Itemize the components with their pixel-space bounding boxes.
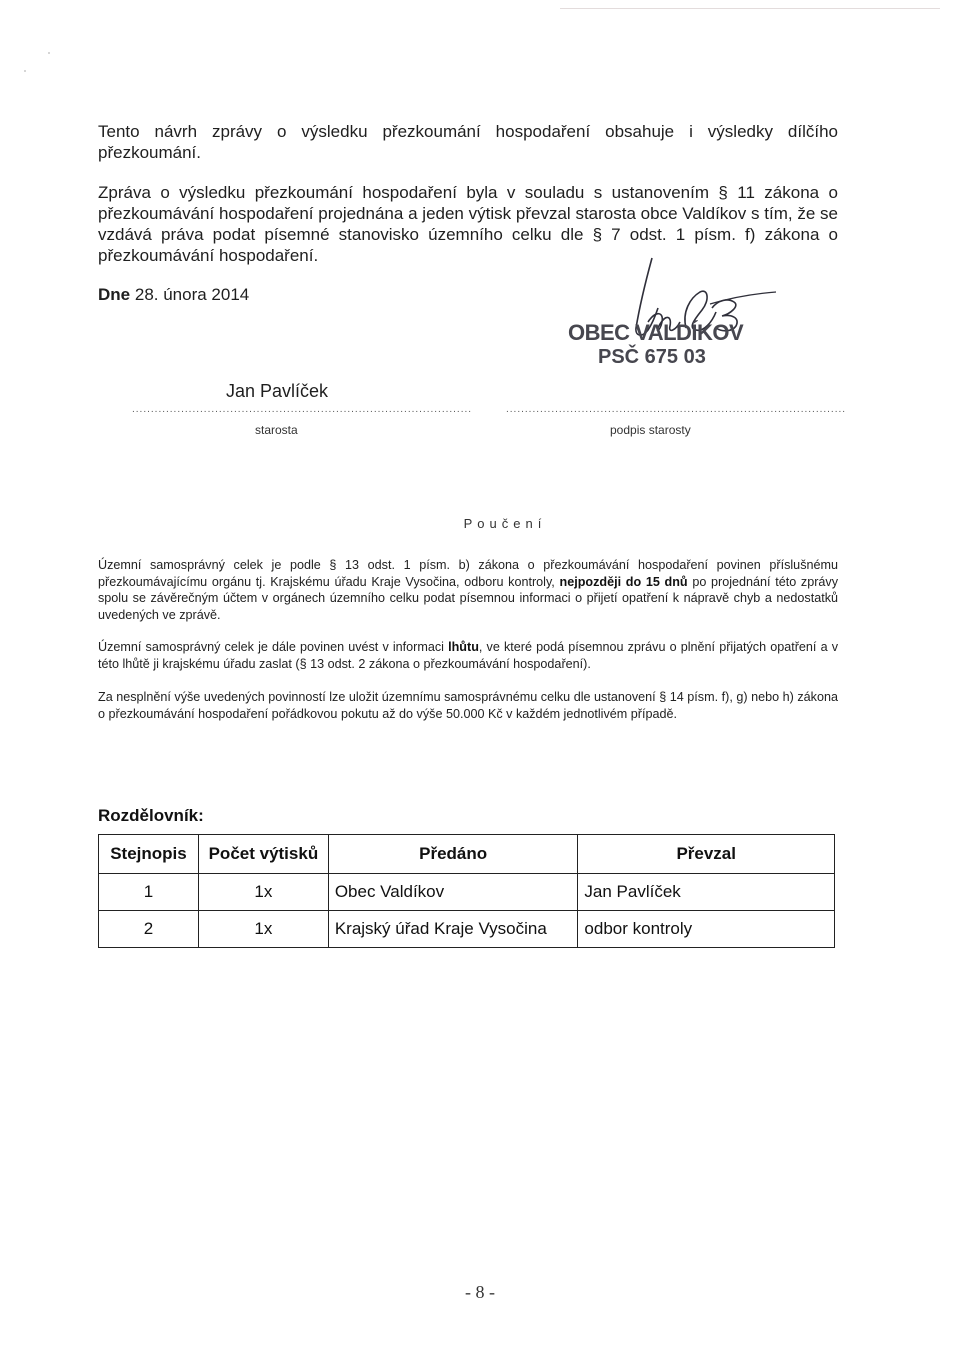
header-prevzal: Převzal (578, 835, 835, 874)
page-number: - 8 - (465, 1282, 495, 1302)
scan-speck (48, 52, 50, 54)
cell-prevzal: Jan Pavlíček (578, 874, 835, 911)
signature-dotted-line-right: .......................................................................................... (506, 404, 847, 415)
header-predano: Předáno (328, 835, 578, 874)
table-row (99, 874, 835, 911)
stamp-line2: PSČ 675 03 (598, 346, 706, 368)
cell-stejnopis: 2 (99, 911, 199, 948)
rozdelovnik-table (98, 834, 835, 948)
intro-paragraph: Tento návrh zprávy o výsledku přezkoumání hospodaření obsahuje i výsledky dílčího přezkoumání. (98, 122, 838, 162)
pouceni-paragraph-3: Za nesplnění výše uvedených povinností lze uložit územnímu samosprávnému celku dle ustanovení § 14 písm. f), g) nebo h) zákona o přezkoumávání hospodaření pořádkovou pokutu až do výše 50.000 Kč v každém jednotlivém případě. (98, 690, 838, 721)
pouceni-p2-text-b: , ve které podá písemnou zprávu o plnění přijatých opatření a v této lhůtě ji krajskému úřadu zaslat (§ 13 odst. 2 zákona o přezkoumávání hospodaření). (98, 640, 839, 671)
cell-pocet: 1x (198, 874, 328, 911)
pouceni-p1-text-b: po projednání této zprávy spolu se závěrečným účtem v orgánech územního celku podat písemnou informaci o přijetí opatření k nápravě chyb a nedostatků uvedených ve zprávě. (98, 574, 839, 622)
scan-speck (24, 70, 26, 72)
pouceni-p2-text-a: Územní samosprávný celek je dále povinen uvést v informaci (98, 640, 449, 654)
pouceni-p2-term: lhůtu (448, 640, 479, 654)
label-starosta: starosta (255, 423, 298, 437)
pouceni-p1-deadline: nejpozději do 15 dnů (559, 574, 688, 589)
scan-artifact-line (560, 8, 940, 9)
cell-pocet: 1x (198, 911, 328, 948)
pouceni-title: Poučení (463, 516, 547, 531)
pouceni-p1-text-a: Územní samosprávný celek je podle § 13 odst. 1 písm. b) zákona o přezkoumávání hospodaření povinen příslušnému přezkoumávajícímu orgánu tj. Krajskému úřadu Kraje Vysočina, odboru kontroly, (98, 558, 838, 589)
cell-stejnopis: 1 (99, 874, 199, 911)
rozdelovnik-title: Rozdělovník: (98, 806, 204, 825)
header-stejnopis: Stejnopis (99, 835, 199, 874)
label-podpis-starosty: podpis starosty (610, 423, 691, 437)
cell-predano: Krajský úřad Kraje Vysočina (328, 911, 578, 948)
cell-predano: Obec Valdíkov (328, 874, 578, 911)
pouceni-paragraph-1 (98, 557, 838, 623)
table-header-row (99, 835, 835, 874)
mayor-name: Jan Pavlíček (226, 381, 329, 401)
signature-dotted-line-left: .......................................................................................... (132, 404, 473, 415)
cell-prevzal: odbor kontroly (578, 911, 835, 948)
pouceni-paragraph-2 (98, 639, 838, 672)
report-paragraph: Zpráva o výsledku přezkoumání hospodaření byla v souladu s ustanovením § 11 zákona o přezkoumávání hospodaření projednána a jeden výtisk převzal starosta obce Valdíkov s tím, že se vzdává práva podat písemné stanovisko územního celku dle § 7 odst. 1 písm. f) zákona o přezkoumávání hospodaření. (98, 183, 838, 265)
date-line (98, 285, 249, 305)
header-pocet-vytisku: Počet výtisků (198, 835, 328, 874)
stamp-line1: OBEC VALDÍKOV (568, 320, 744, 345)
table-row (99, 911, 835, 948)
date-prefix: Dne (98, 285, 131, 304)
date-value: 28. února 2014 (134, 285, 250, 304)
